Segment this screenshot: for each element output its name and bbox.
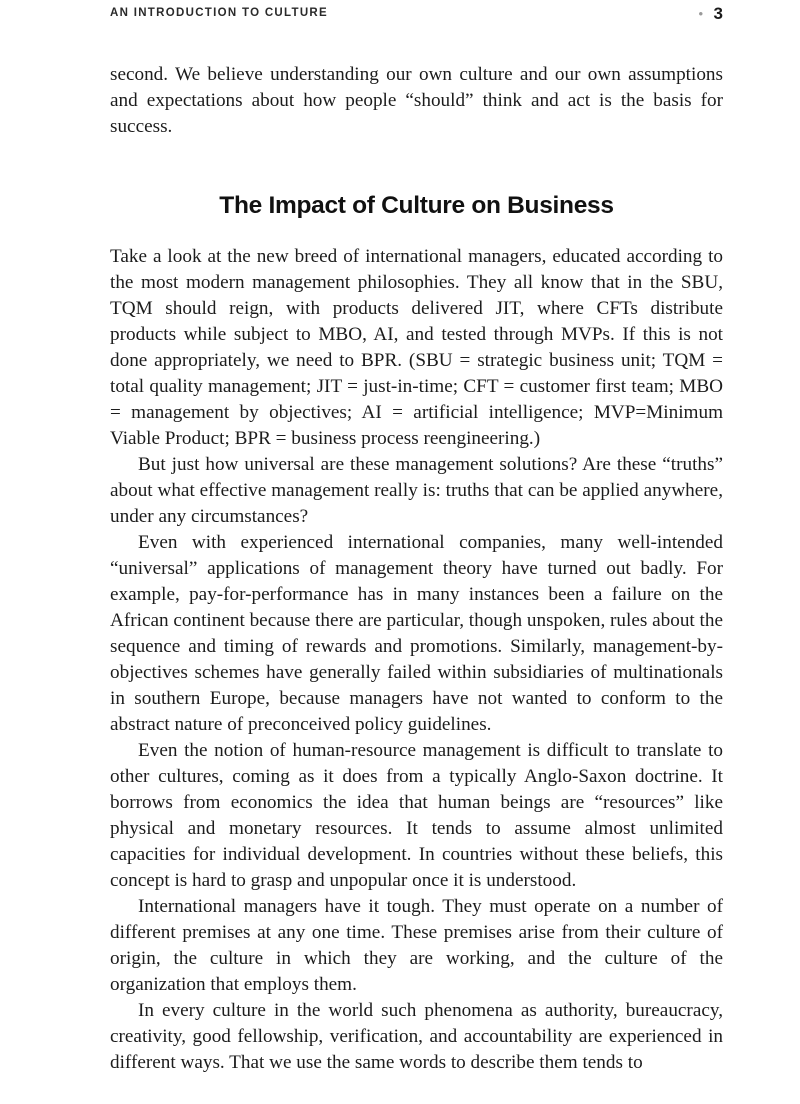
section-heading: The Impact of Culture on Business	[219, 192, 614, 219]
running-head-title: AN INTRODUCTION TO CULTURE	[110, 7, 329, 19]
running-head	[110, 6, 723, 24]
page-number: 3	[713, 4, 723, 23]
body-paragraph: But just how universal are these management solutions? Are these “truths” about what effective management really is: truths that can be applied anywhere, under any circumstances?	[110, 454, 723, 527]
running-head-separator: •	[698, 6, 703, 21]
body-paragraph: Even with experienced international companies, many well-intended “universal” applications of management theory have turned out badly. For example, pay-for-performance has in many instances been a failure on the African continent because there are particular, though unspoken, rules about the sequence and timing of rewards and promotions. Similarly, management-by-objectives schemes have generally failed within subsidiaries of multinationals in southern Europe, because managers have not wanted to conform to the abstract nature of preconceived policy guidelines.	[110, 532, 723, 735]
opening-text-block	[110, 62, 723, 140]
body-paragraph: International managers have it tough. They must operate on a number of different premises at any one time. These premises arise from their culture of origin, the culture in which they are working, and the culture of the organization that employs them.	[110, 896, 723, 995]
opening-paragraph: second. We believe understanding our own culture and our own assumptions and expectations about how people “should” think and act is the basis for success.	[110, 64, 723, 137]
section-body	[110, 244, 723, 1076]
body-paragraph: Take a look at the new breed of international managers, educated according to the most modern management philosophies. They all know that in the SBU, TQM should reign, with products delivered JIT, where CFTs distribute products while subject to MBO, AI, and tested through MVPs. If this is not done appropriately, we need to BPR. (SBU = strategic business unit; TQM = total quality management; JIT = just-in-time; CFT = customer first team; MBO = management by objectives; AI = artificial intelligence; MVP=Minimum Viable Product; BPR = business process reengineering.)	[110, 246, 723, 449]
body-paragraph: Even the notion of human-resource management is difficult to translate to other cultures, coming as it does from a typically Anglo-Saxon doctrine. It borrows from economics the idea that human beings are “resources” like physical and monetary resources. It tends to assume almost unlimited capacities for individual development. In countries without these beliefs, this concept is hard to grasp and unpopular once it is understood.	[110, 740, 723, 891]
body-paragraph: In every culture in the world such phenomena as authority, bureaucracy, creativity, good fellowship, verification, and accountability are experienced in different ways. That we use the same words to describe them tends to	[110, 1000, 723, 1073]
